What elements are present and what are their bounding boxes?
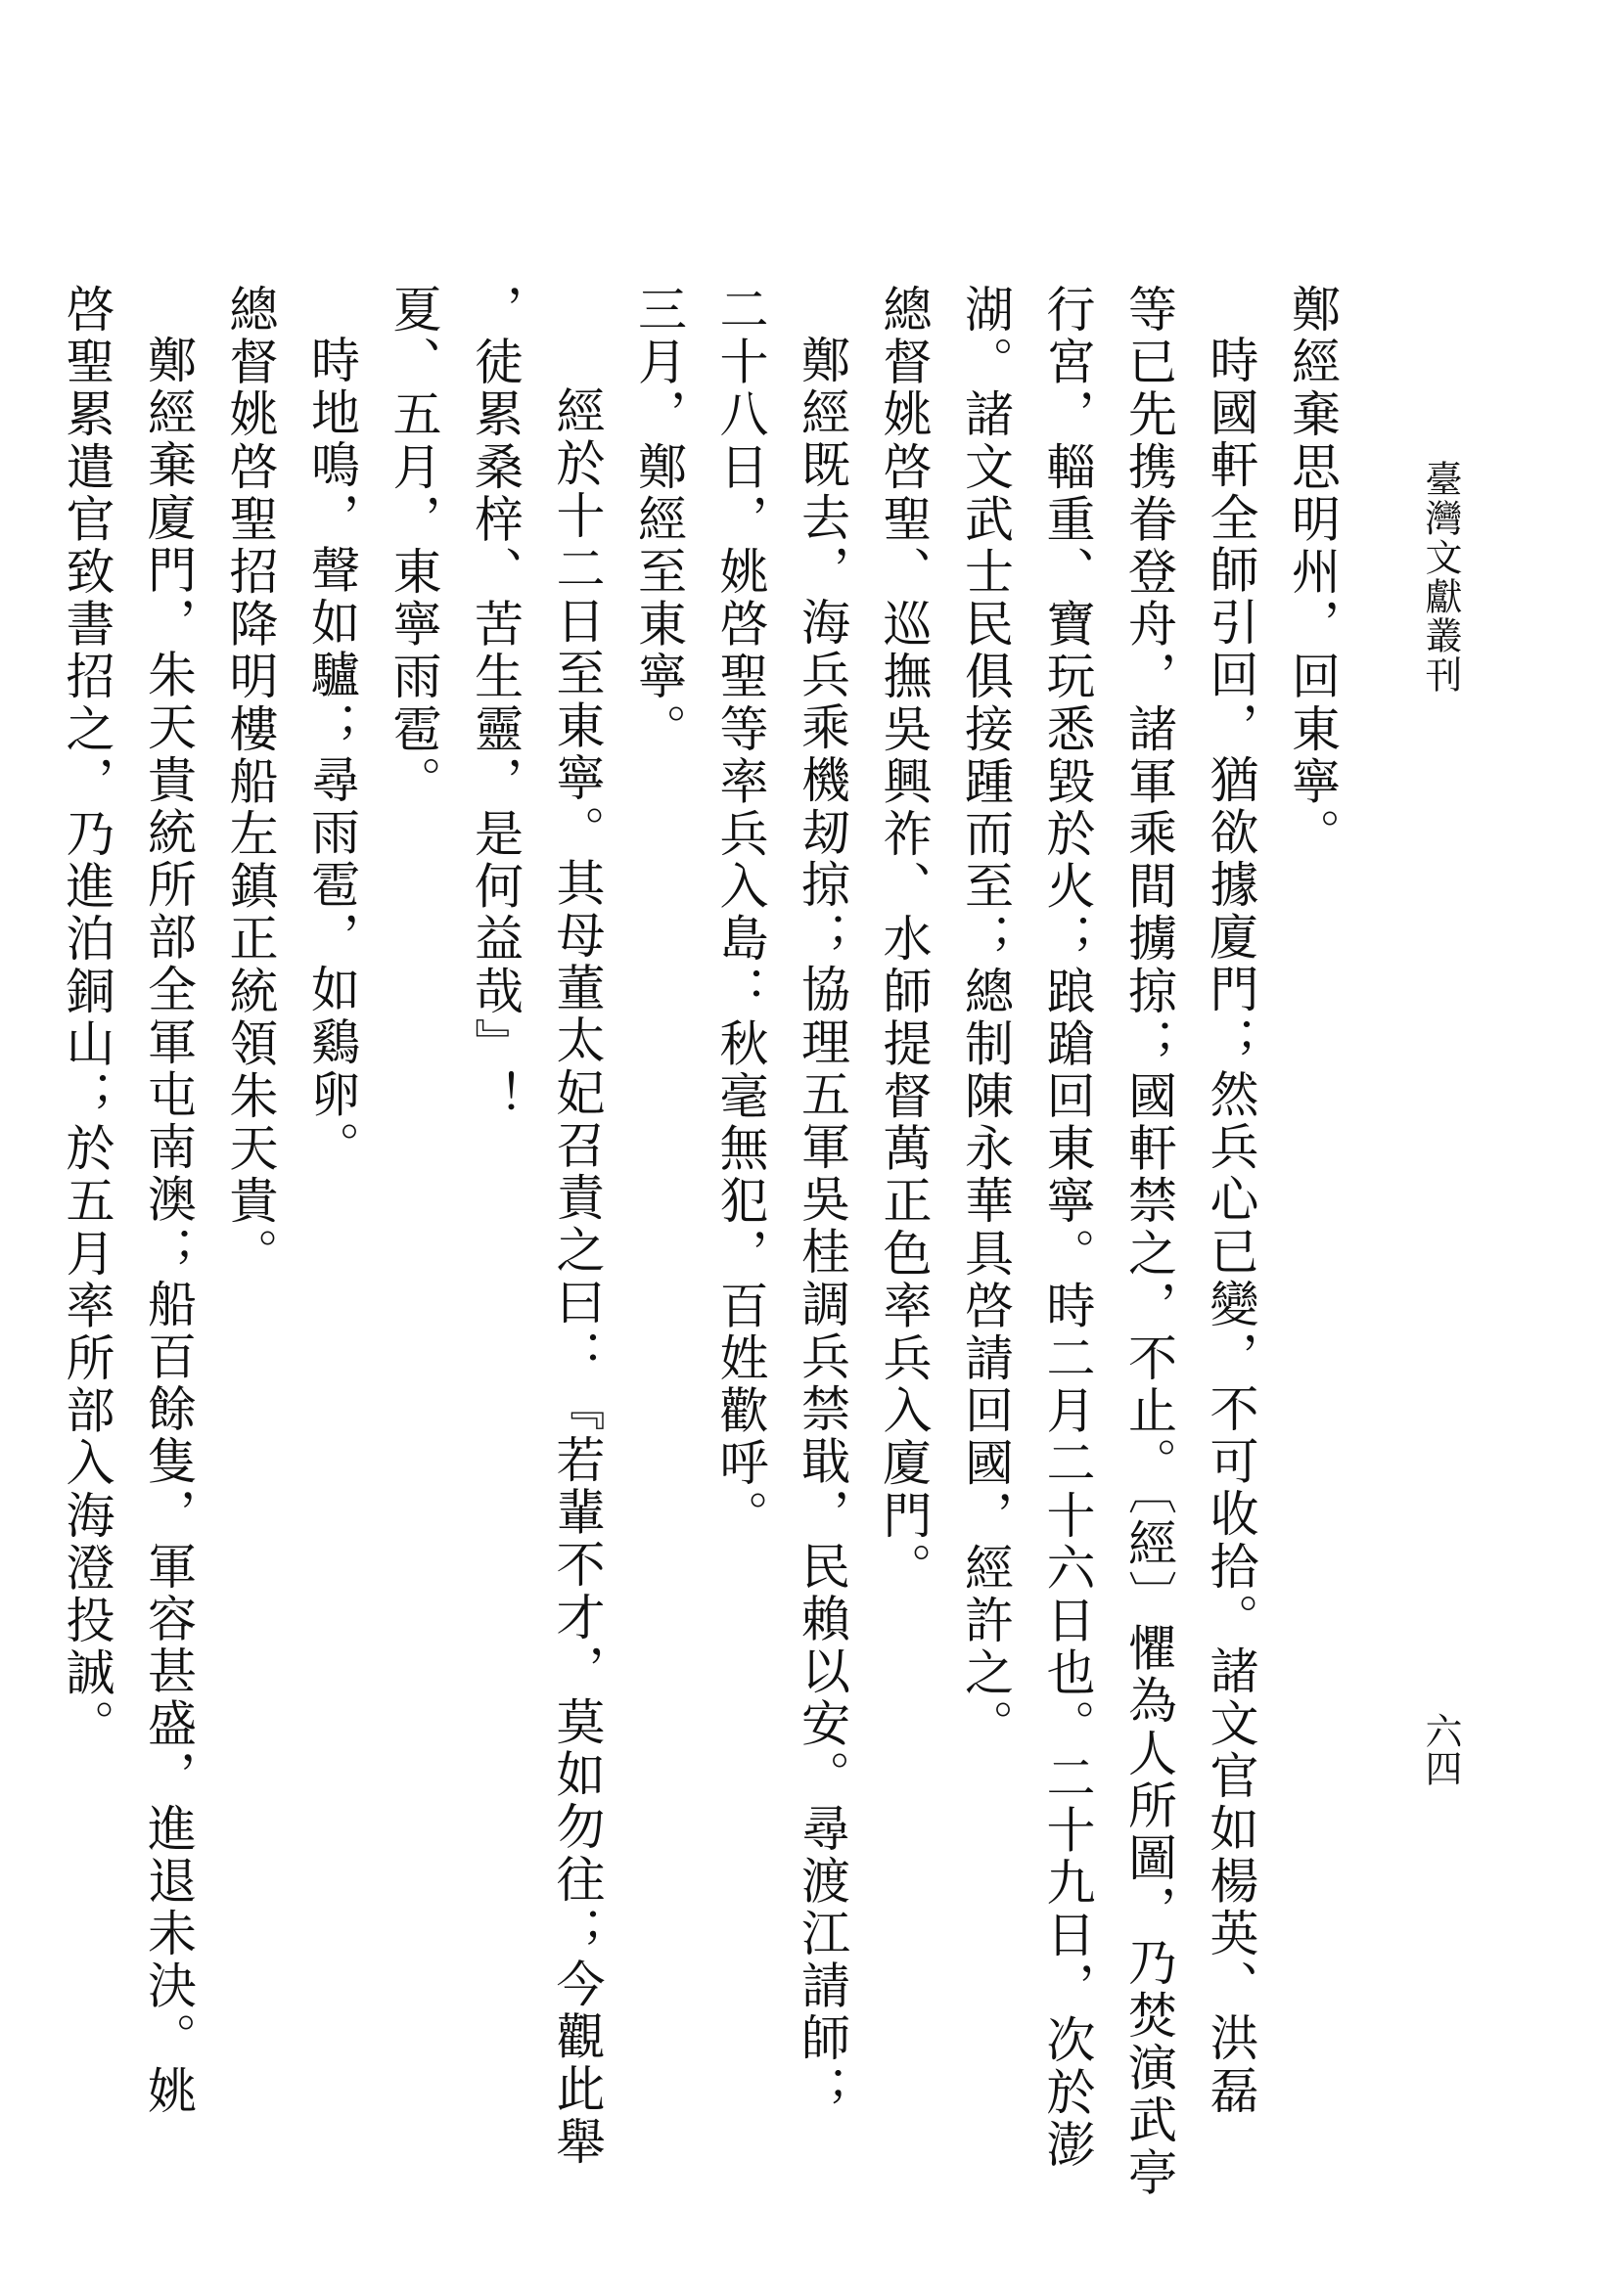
text-column: 鄭經棄思明州，回東寧。 (1284, 284, 1341, 861)
page-header (1411, 460, 1470, 2064)
text-column: 三月，鄭經至東寧。 (630, 284, 687, 756)
series-title: 臺灣文獻叢刊 (1419, 460, 1462, 695)
text-column: 時地鳴，聲如驢；尋雨雹，如鷄卵。 (303, 335, 360, 1174)
text-column: 啓聖累遣官致書招之，乃進泊銅山；於五月率所部入海澄投誠。 (58, 284, 115, 1752)
text-column: 鄭經棄廈門，朱天貴統所部全軍屯南澳；船百餘隻，軍容甚盛，進退未決。姚 (140, 335, 197, 2118)
text-column: 總督姚啓聖、巡撫吳興祚、水師提督萬正色率兵入廈門。 (875, 284, 933, 1595)
text-column: 二十八日，姚啓聖等率兵入島：秋毫無犯，百姓歡呼。 (711, 284, 769, 1543)
text-column: 湖。諸文武士民俱接踵而至；總制陳永華具啓請回國，經許之。 (957, 284, 1014, 1752)
text-column: ，徒累桑梓、苦生靈，是何益哉』！ (467, 284, 524, 1123)
text-column: 總督姚啓聖招降明樓船左鎮正統領朱天貴。 (221, 284, 279, 1281)
body-text (58, 284, 1352, 2201)
text-column: 夏、五月，東寧雨雹。 (385, 284, 442, 808)
text-column: 經於十二日至東寧。其母董太妃召責之曰：『若輩不才，莫如勿往；今觀此舉 (548, 385, 606, 2169)
text-column: 時國軒全師引回，猶欲據廈門；然兵心已變，不可收拾。諸文官如楊英、洪磊 (1202, 335, 1259, 2118)
text-column: 等已先携眷登舟，諸軍乘間擄掠；國軒禁之，不止。〔經〕懼為人所圖，乃焚演武亭 (1120, 284, 1177, 2200)
text-column: 行宮，輜重、寶玩悉毀於火；踉蹌回東寧。時二月二十六日也。二十九日，次於澎 (1038, 284, 1096, 2172)
text-column: 鄭經既去，海兵乘機刼掠；協理五軍吳桂調兵禁戢，民賴以安。尋渡江請師； (794, 335, 850, 2118)
page-number: 六四 (1419, 1712, 1462, 1786)
